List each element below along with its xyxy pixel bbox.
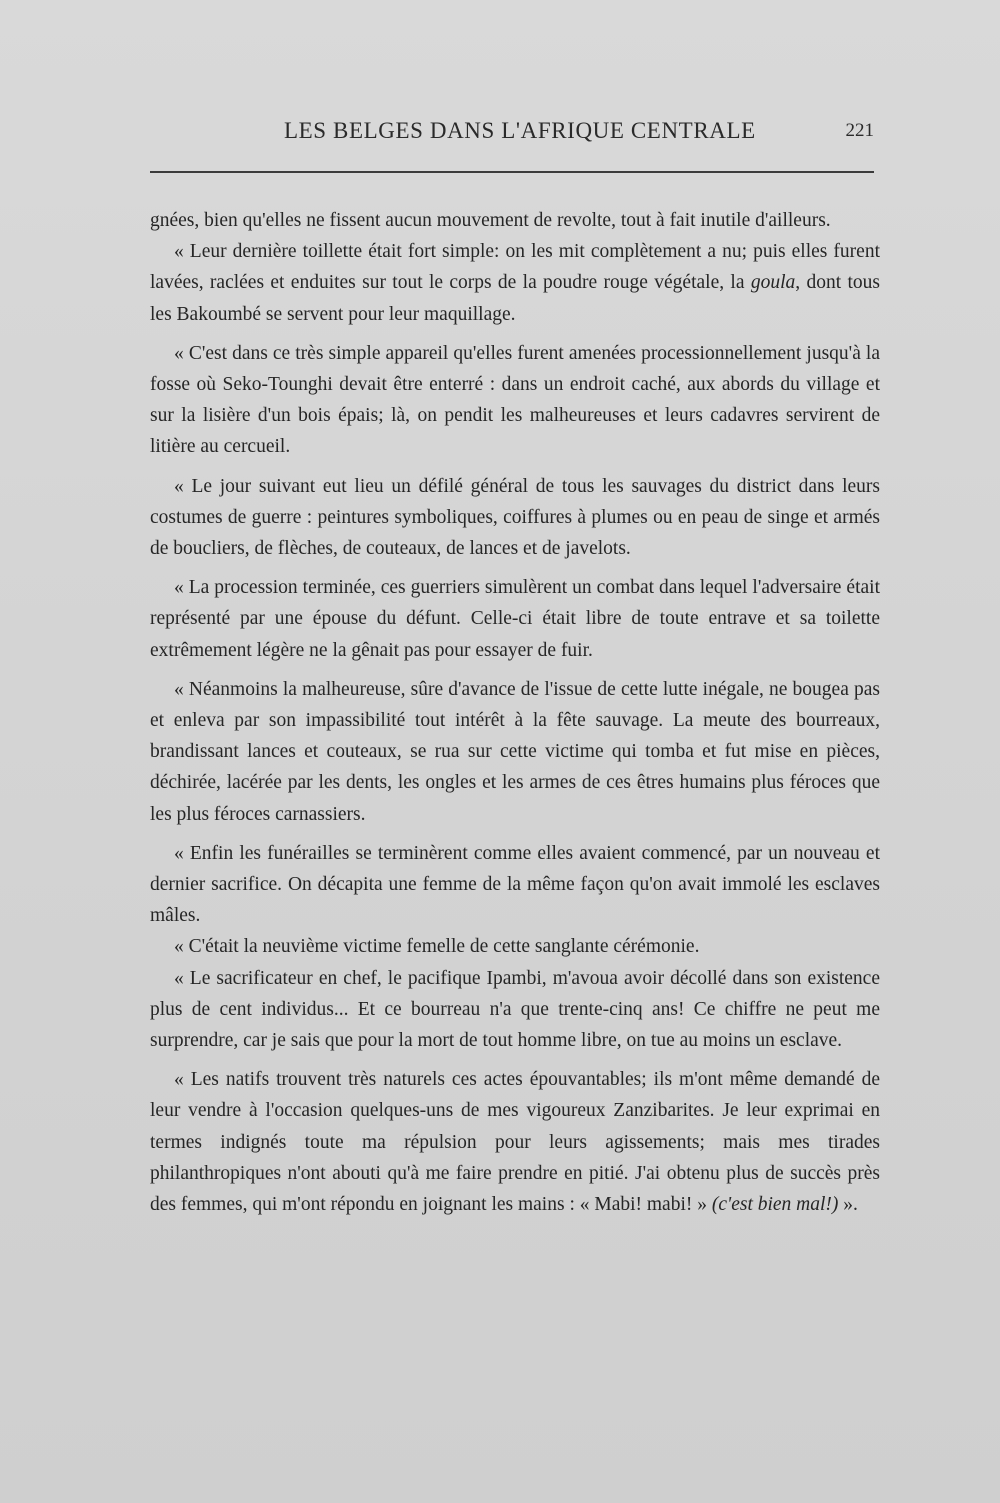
paragraph-2-part-a: « Leur dernière toillette était fort simple: on les mit complètement a nu; puis elles furent lavées, raclées et enduites sur tout le corps de la poudre rouge végétale, la [150, 241, 880, 294]
paragraph-6: « Néanmoins la malheureuse, sûre d'avance de l'issue de cette lutte inégale, ne bougea pas et enleva par son impassibilité tout intérêt à la fête sauvage. La meute des bourreaux, brandissant lances et couteaux, se rua sur cette victime qui tomba et fut mise en pièces, déchirée, lacérée par les dents, les ongles et les armes de ces êtres humains plus féroces que les plus féroces carnassiers. [150, 678, 880, 825]
paragraph-2-part-b: , dont tous les Bakoumbé se servent pour leur maquillage. [150, 272, 880, 325]
paragraph-1: gnées, bien qu'elles ne fissent aucun mouvement de revolte, tout à fait inutile d'ailleurs. [150, 210, 831, 231]
paragraph-8: « C'était la neuvième victime femelle de cette sanglante cérémonie. [174, 936, 700, 958]
paragraph-4: « Le jour suivant eut lieu un défilé général de tous les sauvages du district dans leurs costumes de guerre : peintures symboliques, coiffures à plumes ou en peau de singe et armés de boucliers, de flèches, de couteaux, de lances et de javelots. [150, 475, 880, 560]
page-number: 221 [845, 120, 874, 141]
running-title: LES BELGES DANS L'AFRIQUE CENTRALE [284, 118, 756, 143]
paragraph-3: « C'est dans ce très simple appareil qu'elles furent amenées processionnellement jusqu'à la fosse où Seko-Tounghi devait être enterré : dans un endroit caché, aux abords du village et sur la lisière d'un bois épais; là, on pendit les malheureuses et leurs cadavres servirent de litière au cercueil. [150, 342, 880, 458]
paragraph-10 [150, 1064, 880, 1220]
paragraph-7: « Enfin les funérailles se terminèrent comme elles avaient commencé, par un nouveau et dernier sacrifice. On décapita une femme de la même façon qu'on avait immolé les esclaves mâles. [150, 842, 880, 927]
paragraph-10-italic: (c'est bien mal!) [711, 1194, 839, 1216]
running-header [150, 118, 874, 148]
paragraph-5: « La procession terminée, ces guerriers simulèrent un combat dans lequel l'adversaire était représenté par une épouse du défunt. Celle-ci était libre de toute entrave et sa toilette extrêmement légère ne la gênait pas pour essayer de fuir. [150, 577, 880, 661]
paragraph-10-part-b: ». [838, 1194, 858, 1216]
header-rule [150, 171, 874, 173]
paragraph-2 [150, 236, 880, 330]
paragraph-9: « Le sacrificateur en chef, le pacifique Ipambi, m'avoua avoir décollé dans son existence plus de cent individus... Et ce bourreau n'a que trente-cinq ans! Ce chiffre ne peut me surprendre, car je sais que pour la mort de tout homme libre, on tue au moins un esclave. [150, 967, 880, 1052]
paragraph-2-italic: goula [750, 272, 796, 294]
text-body [150, 205, 880, 1220]
paragraph-10-part-a: « Les natifs trouvent très naturels ces actes épouvantables; ils m'ont même demandé de leur vendre à l'occasion quelques-uns de mes vigoureux Zanzibarites. Je leur exprimai en termes indignés toute ma répulsion pour leurs agissements; mais mes tirades philanthropiques n'ont abouti qu'à me faire prendre en pitié. J'ai obtenu plus de succès près des femmes, qui m'ont répondu en joignant les mains : « Mabi! mabi! » [150, 1069, 880, 1216]
